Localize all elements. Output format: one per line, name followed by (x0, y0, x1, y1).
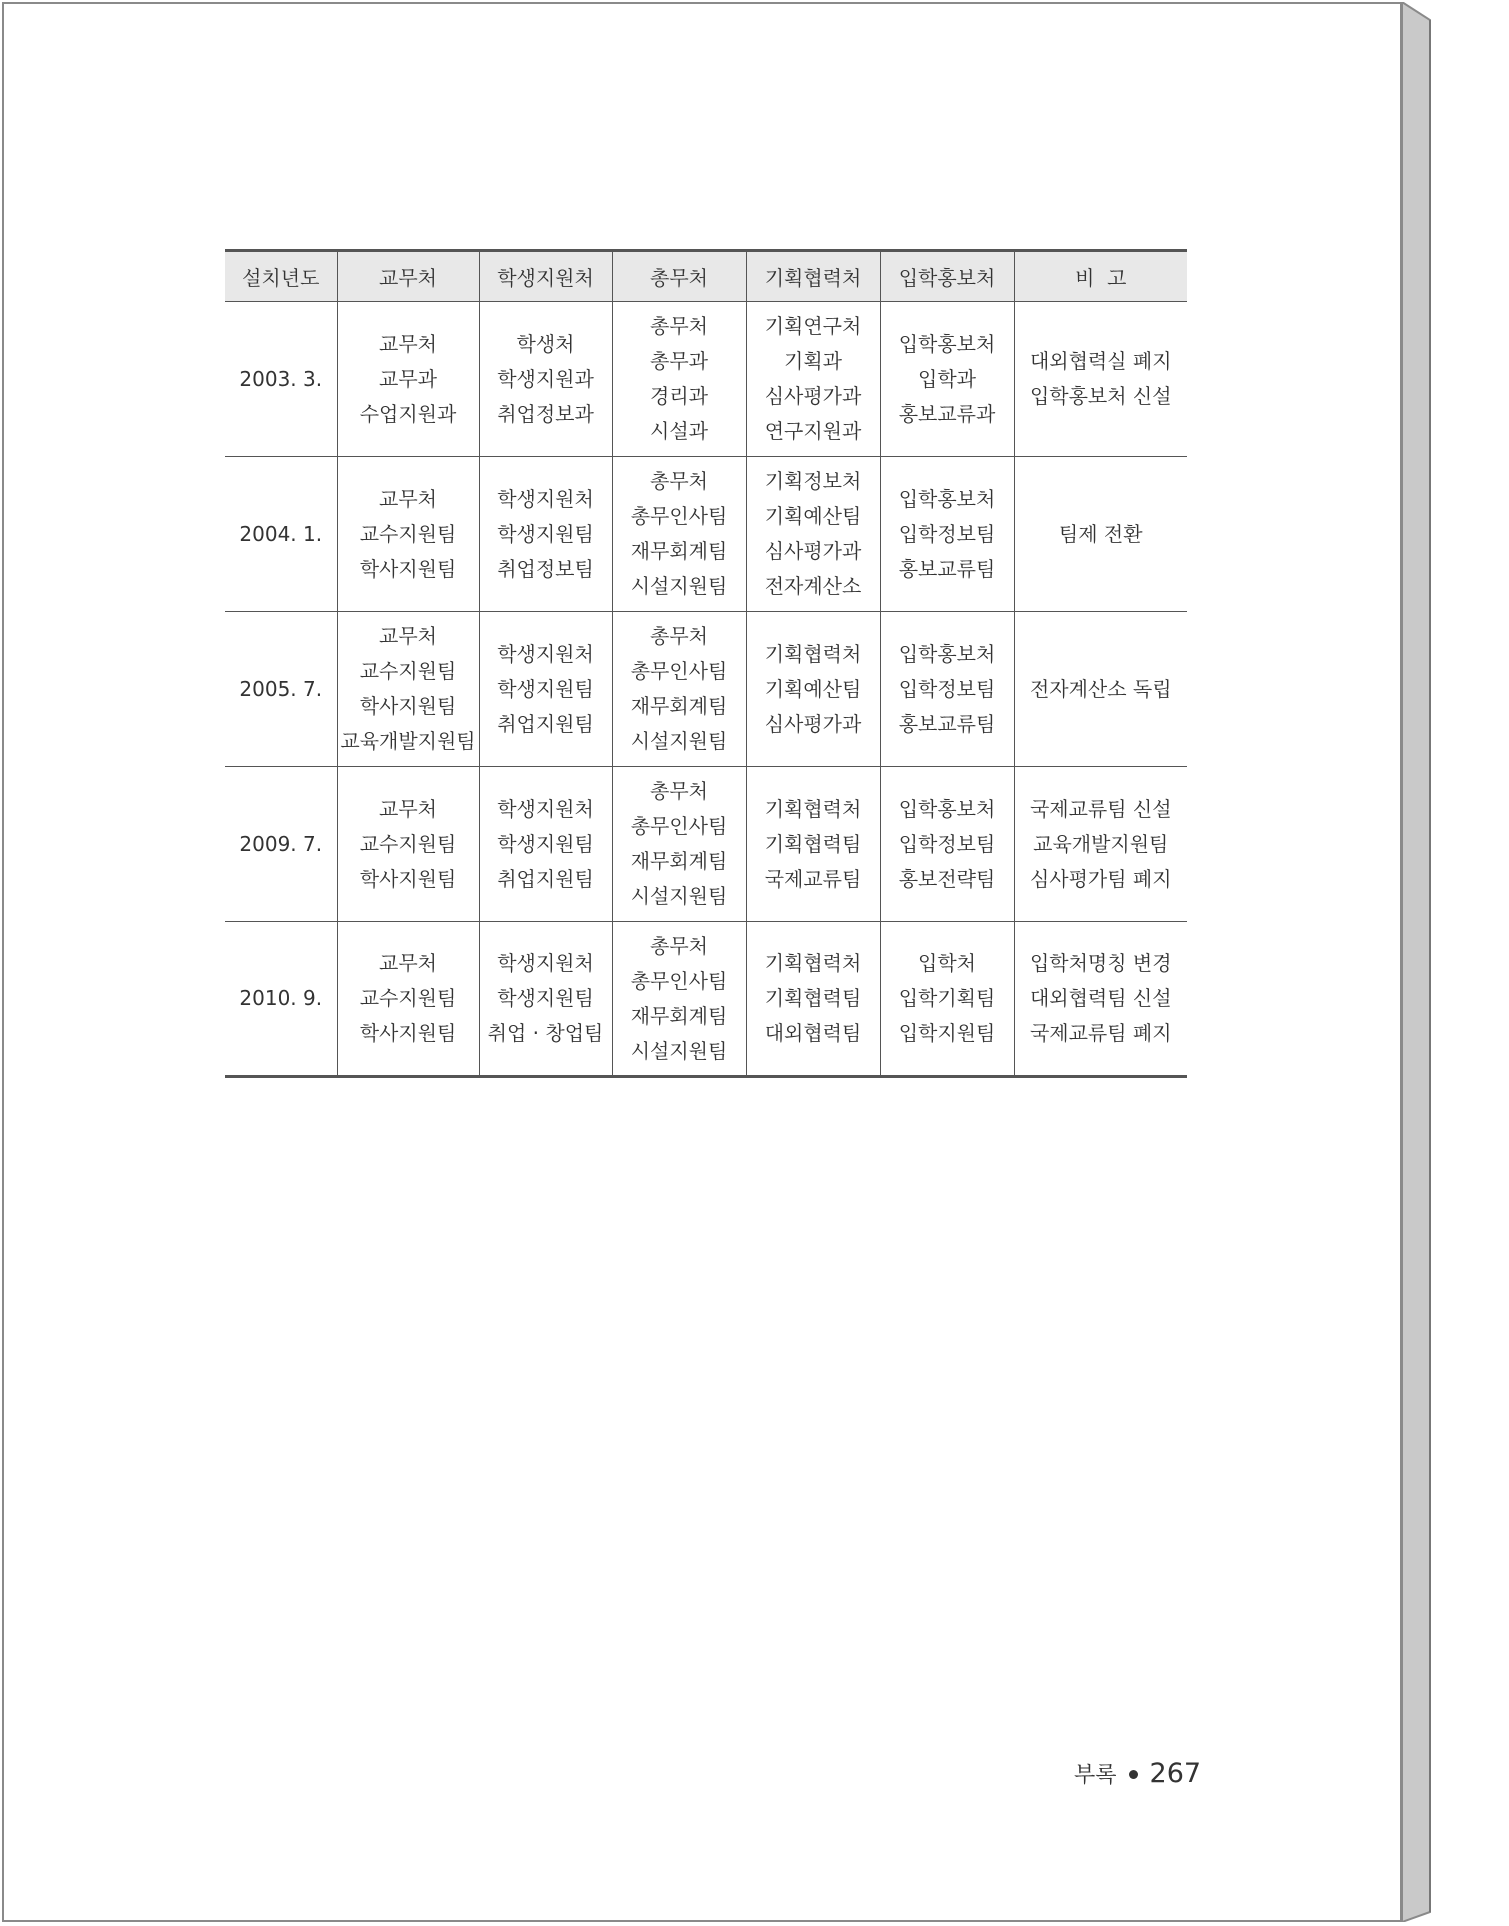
student-support-cell (479, 302, 612, 457)
cell-line: 기획정보처 (764, 469, 862, 493)
cell-line: 총무인사팀 (630, 814, 728, 838)
remarks-cell (1014, 302, 1187, 457)
table-row (225, 612, 1187, 767)
planning-cooperation-cell (746, 302, 880, 457)
cell-line: 학생지원처 (497, 641, 594, 666)
cell-line: 시설과 (650, 419, 708, 443)
table-row (225, 767, 1187, 922)
year-cell: 2009. 7. (225, 767, 337, 922)
cell-line: 국제교류팀 폐지 (1029, 1021, 1172, 1045)
year-cell: 2010. 9. (225, 922, 337, 1077)
cell-line: 총무인사팀 (630, 659, 728, 683)
cell-line: 기획협력팀 (764, 831, 862, 856)
cell-line: 기획예산팀 (764, 676, 862, 701)
year-cell: 2005. 7. (225, 612, 337, 767)
page-footer (1074, 1758, 1201, 1789)
cell-line: 총무처 (650, 933, 708, 958)
cell-line: 총무인사팀 (630, 504, 728, 528)
cell-line: 교수지원팀 (359, 986, 457, 1010)
cell-line: 학사지원팀 (359, 556, 457, 581)
header-planning-cooperation: 기획협력처 (746, 251, 880, 302)
student-support-cell (479, 612, 612, 767)
page-number: 267 (1149, 1758, 1202, 1789)
student-support-cell (479, 922, 612, 1077)
cell-line: 총무과 (650, 349, 708, 373)
cell-line: 입학처명칭 변경 (1029, 951, 1172, 975)
cell-line: 국제교류팀 신설 (1029, 796, 1172, 821)
year-cell: 2004. 1. (225, 457, 337, 612)
general-affairs-cell (612, 922, 746, 1077)
year-cell: 2003. 3. (225, 302, 337, 457)
academic-affairs-cell (337, 767, 479, 922)
cell-line: 학생지원팀 (497, 831, 594, 856)
cell-line: 교무처 (379, 951, 437, 975)
cell-line: 교무처 (379, 796, 437, 821)
cell-line: 입학홍보처 (898, 486, 996, 511)
cell-line: 시설지원팀 (630, 574, 728, 598)
cell-line: 학사지원팀 (359, 866, 457, 891)
academic-affairs-cell (337, 302, 479, 457)
cell-line: 교수지원팀 (359, 659, 457, 683)
planning-cooperation-cell (746, 767, 880, 922)
cell-line: 입학과 (918, 366, 976, 391)
cell-line: 연구지원과 (764, 419, 862, 443)
cell-line: 재무회계팀 (630, 694, 728, 718)
planning-cooperation-cell (746, 612, 880, 767)
admissions-pr-cell (880, 302, 1014, 457)
general-affairs-cell (612, 302, 746, 457)
cell-line: 수업지원과 (359, 401, 457, 426)
academic-affairs-cell (337, 612, 479, 767)
cell-line: 교육개발지원팀 (1033, 831, 1169, 856)
cell-line: 기획협력팀 (764, 986, 862, 1010)
cell-line: 교육개발지원팀 (340, 729, 476, 753)
student-support-cell (479, 457, 612, 612)
book-page (2, 2, 1402, 1922)
cell-line: 취업 · 창업팀 (487, 1021, 604, 1045)
cell-line: 입학홍보처 신설 (1029, 384, 1172, 408)
header-remarks: 비 고 (1014, 251, 1187, 302)
cell-line: 시설지원팀 (630, 1038, 728, 1063)
table-header-row (225, 251, 1187, 302)
cell-line: 입학정보팀 (898, 831, 996, 856)
cell-line: 심사평가과 (764, 384, 862, 408)
cell-line: 대외협력팀 신설 (1029, 986, 1172, 1010)
cell-line: 교무처 (379, 331, 437, 356)
cell-line: 기획협력처 (764, 951, 862, 975)
academic-affairs-cell (337, 922, 479, 1077)
header-academic-affairs: 교무처 (337, 251, 479, 302)
cell-line: 홍보교류팀 (898, 556, 996, 581)
header-admissions-pr: 입학홍보처 (880, 251, 1014, 302)
cell-line: 총무처 (650, 314, 708, 338)
cell-line: 취업지원팀 (497, 866, 594, 891)
header-year: 설치년도 (225, 251, 337, 302)
cell-line: 취업정보과 (497, 401, 594, 426)
cell-line: 취업지원팀 (497, 711, 594, 736)
organization-history-table (225, 249, 1187, 1078)
cell-line: 심사평가과 (764, 711, 862, 736)
cell-line: 학생지원처 (497, 796, 594, 821)
cell-line: 경리과 (650, 384, 708, 408)
cell-line: 교무과 (379, 366, 437, 391)
cell-line: 심사평가팀 폐지 (1029, 866, 1172, 891)
cell-line: 기획예산팀 (764, 504, 862, 528)
cell-line: 기획협력처 (764, 641, 862, 666)
cell-line: 입학홍보처 (898, 641, 996, 666)
cell-line: 총무처 (650, 469, 708, 493)
table-row (225, 457, 1187, 612)
cell-line: 학생처 (516, 331, 575, 356)
header-student-support: 학생지원처 (479, 251, 612, 302)
cell-line: 국제교류팀 (764, 866, 862, 891)
cell-line: 입학기획팀 (898, 986, 996, 1010)
general-affairs-cell (612, 767, 746, 922)
cell-line: 학생지원팀 (497, 676, 594, 701)
cell-line: 팀제 전환 (1058, 521, 1143, 546)
cell-line: 학생지원팀 (497, 986, 594, 1010)
cell-line: 재무회계팀 (630, 539, 728, 563)
cell-line: 취업정보팀 (497, 556, 594, 581)
cell-line: 교수지원팀 (359, 521, 457, 546)
cell-line: 기획연구처 (764, 314, 862, 338)
admissions-pr-cell (880, 922, 1014, 1077)
remarks-cell (1014, 922, 1187, 1077)
cell-line: 학생지원처 (497, 486, 594, 511)
planning-cooperation-cell (746, 922, 880, 1077)
cell-line: 기획협력처 (764, 796, 862, 821)
planning-cooperation-cell (746, 457, 880, 612)
cell-line: 심사평가과 (764, 539, 862, 563)
student-support-cell (479, 767, 612, 922)
cell-line: 시설지원팀 (630, 884, 728, 908)
cell-line: 기획과 (784, 349, 842, 373)
cell-line: 대외협력팀 (764, 1021, 862, 1045)
cell-line: 입학지원팀 (898, 1021, 996, 1045)
cell-line: 총무인사팀 (630, 968, 728, 993)
cell-line: 홍보교류과 (898, 401, 996, 426)
cell-line: 총무처 (650, 624, 708, 648)
cell-line: 교무처 (379, 624, 437, 648)
remarks-cell (1014, 767, 1187, 922)
cell-line: 전자계산소 (764, 574, 862, 598)
admissions-pr-cell (880, 767, 1014, 922)
remarks-cell (1014, 457, 1187, 612)
cell-line: 재무회계팀 (630, 849, 728, 873)
cell-line: 입학홍보처 (898, 331, 996, 356)
cell-line: 입학홍보처 (898, 796, 996, 821)
cell-line: 전자계산소 독립 (1029, 676, 1172, 701)
cell-line: 홍보교류팀 (898, 711, 996, 736)
bullet-separator-icon (1129, 1770, 1138, 1779)
cell-line: 홍보전략팀 (898, 866, 996, 891)
cell-line: 입학정보팀 (898, 521, 996, 546)
cell-line: 교수지원팀 (359, 831, 457, 856)
cell-line: 교무처 (379, 486, 437, 511)
cell-line: 총무처 (650, 779, 708, 803)
general-affairs-cell (612, 612, 746, 767)
cell-line: 시설지원팀 (630, 729, 728, 753)
cell-line: 학사지원팀 (359, 694, 457, 718)
cell-line: 입학정보팀 (898, 676, 996, 701)
cell-line: 학생지원처 (497, 951, 594, 975)
general-affairs-cell (612, 457, 746, 612)
admissions-pr-cell (880, 457, 1014, 612)
table-row (225, 302, 1187, 457)
cell-line: 학생지원팀 (497, 521, 594, 546)
admissions-pr-cell (880, 612, 1014, 767)
cell-line: 재무회계팀 (630, 1003, 728, 1028)
cell-line: 학사지원팀 (359, 1021, 457, 1045)
footer-section-label: 부록 (1074, 1763, 1117, 1788)
page-edge-shading (1402, 2, 1434, 1922)
table-row (225, 922, 1187, 1077)
header-general-affairs: 총무처 (612, 251, 746, 302)
cell-line: 입학처 (918, 951, 976, 975)
cell-line: 학생지원과 (497, 366, 594, 391)
remarks-cell (1014, 612, 1187, 767)
academic-affairs-cell (337, 457, 479, 612)
cell-line: 대외협력실 폐지 (1029, 349, 1172, 373)
